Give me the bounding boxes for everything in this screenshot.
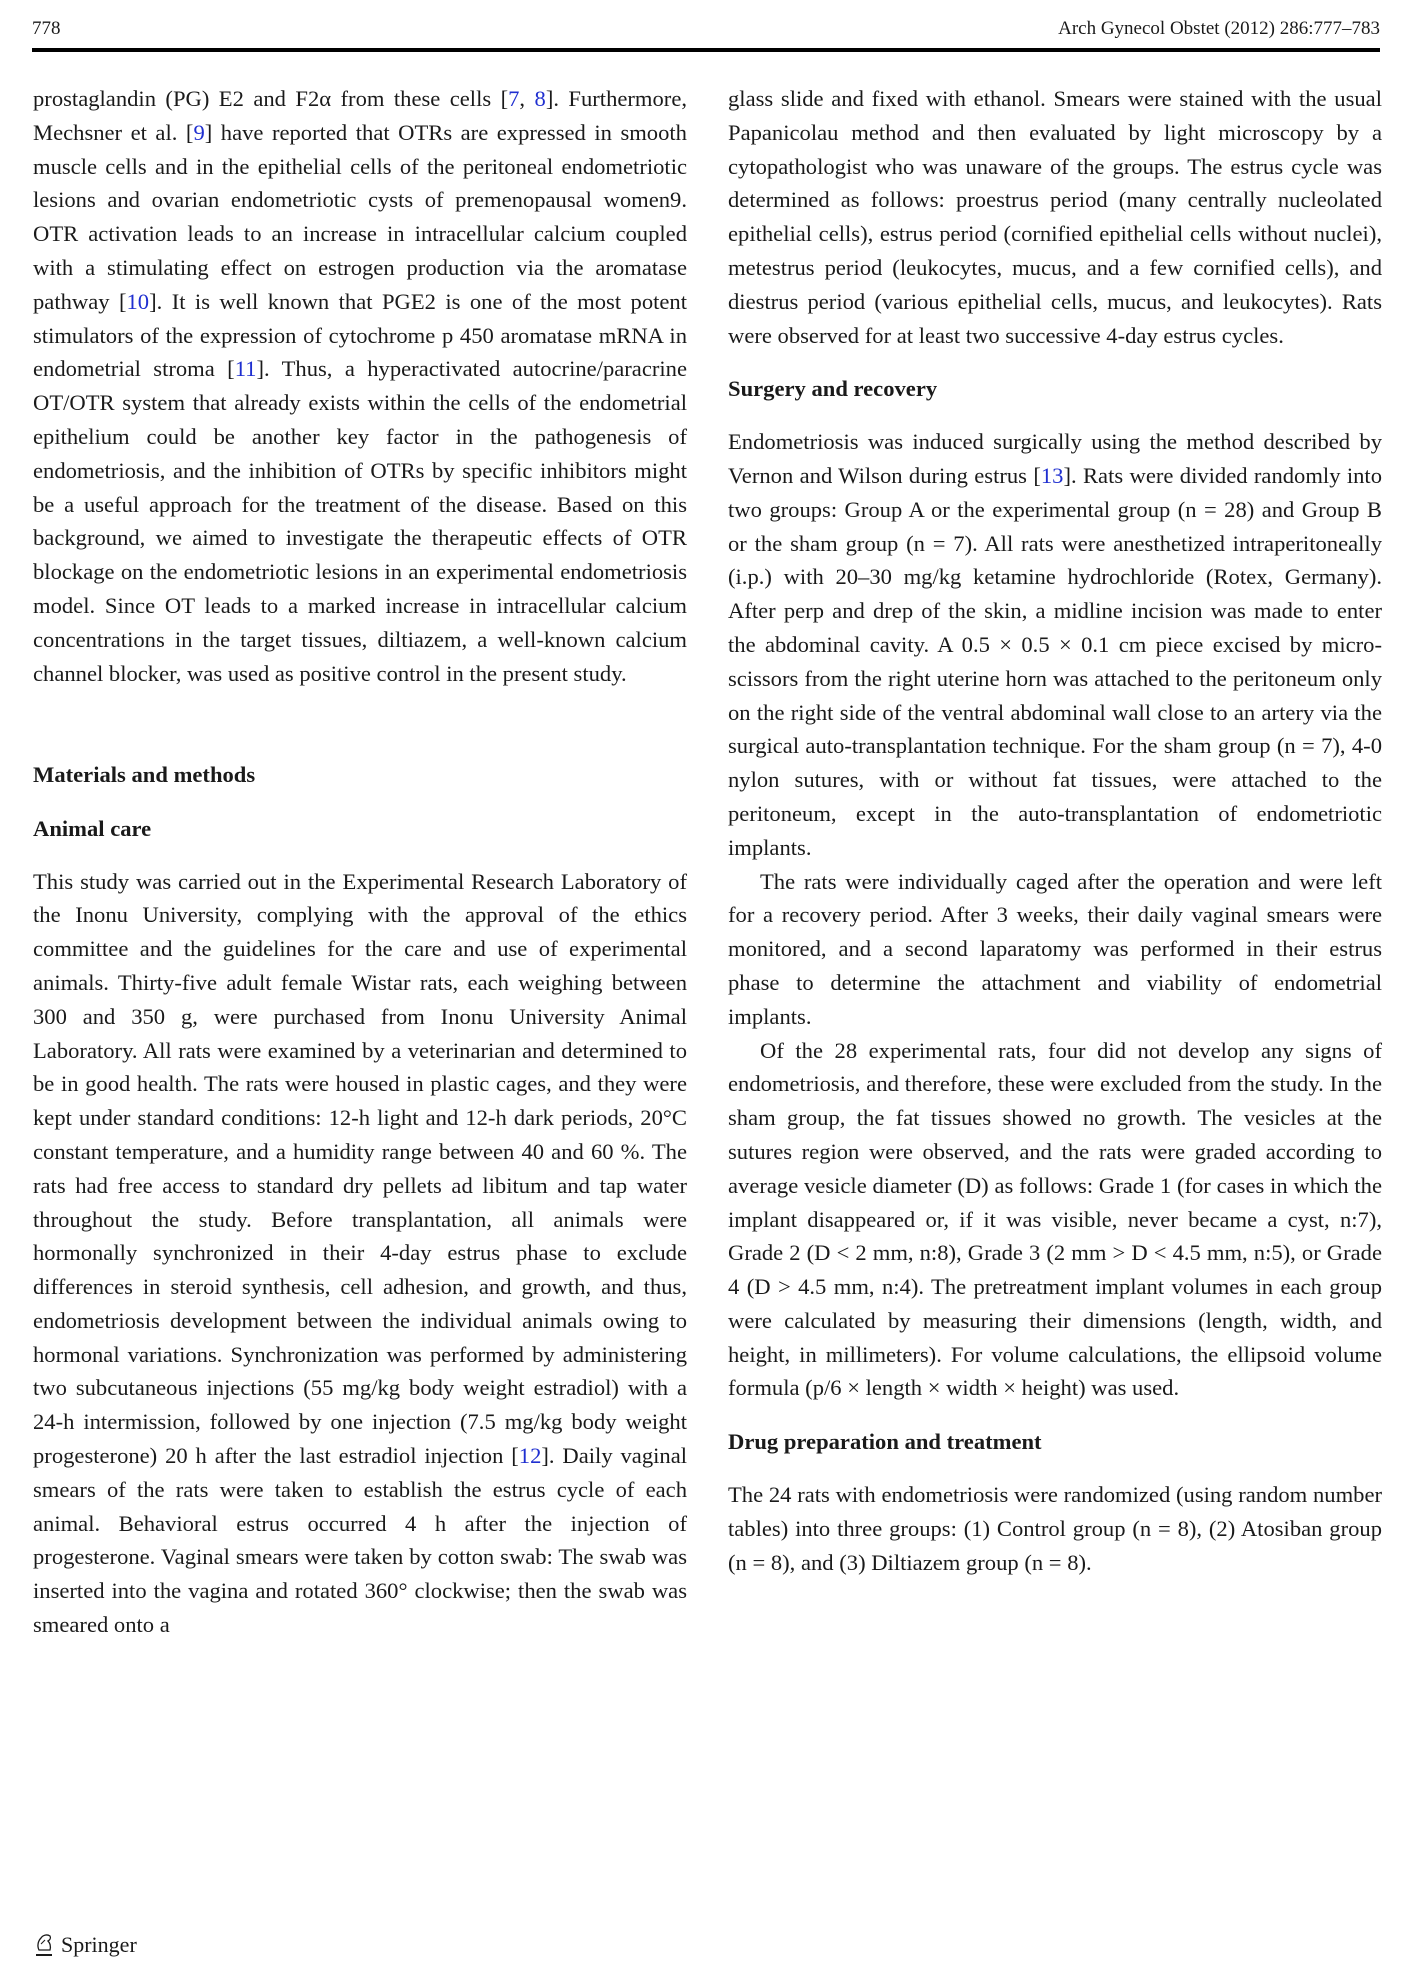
citation-link[interactable]: 13	[1040, 462, 1064, 488]
left-column	[33, 82, 687, 1642]
citation-link[interactable]: 9	[193, 119, 205, 145]
springer-knight-icon	[33, 1932, 55, 1958]
citation-link[interactable]: 7	[508, 86, 520, 111]
section-heading: Materials and methods	[33, 761, 256, 787]
page-number: 778	[32, 18, 61, 39]
subsection-heading: Drug preparation and treatment	[728, 1429, 1042, 1455]
journal-citation: Arch Gynecol Obstet (2012) 286:777–783	[1058, 18, 1380, 39]
citation-link[interactable]: 10	[126, 288, 150, 314]
surgery-paragraph: The rats were individually caged after the operation and were left for a recovery period. After 3 weeks, their daily vaginal smears were monitored, and a second laparatomy was performed in their estrus phase to determine the attachment and viability of endometrial implants.	[728, 868, 1382, 1029]
citation-link[interactable]: 12	[518, 1443, 542, 1469]
subsection-heading: Surgery and recovery	[728, 376, 938, 402]
citation-link[interactable]: 11	[234, 356, 257, 382]
publisher-footer	[33, 1932, 137, 1958]
header-rule	[32, 48, 1380, 52]
surgery-paragraph: Endometriosis was induced surgically using the method described by Vernon and Wilson during estrus [13]. Rats were divided randomly into two groups: Group A or the experimental group (n = 28) and Group B or the sham group (n = 7). All rats were anesthetized intraperitoneally (i.p.) with 20–30 mg/kg ketamine hydrochloride (Rotex, Germany). After perp and drep of the skin, a midline incision was made to enter the abdominal cavity. A 0.5 × 0.5 × 0.1 cm piece excised by micro-scissors from the right uterine horn was attached to the peritoneum only on the right side of the ventral abdominal wall close to an artery via the surgical auto-transplantation technique. For the sham group (n = 7), 4-0 nylon sutures, with or without fat tissues, were attached to the peritoneum, except in the auto-transplantation of endometriotic implants.	[728, 429, 1382, 860]
publisher-name: Springer	[61, 1932, 137, 1957]
animal-care-paragraph: This study was carried out in the Experimental Research Laboratory of the Inonu University, complying with the approval of the ethics committee and the guidelines for the care and use of experimental animals. Thirty-five adult female Wistar rats, each weighing between 300 and 350 g, were purchased from Inonu University Animal Laboratory. All rats were examined by a veterinarian and determined to be in good health. The rats were housed in plastic cages, and they were kept under standard conditions: 12-h light and 12-h dark periods, 20°C constant temperature, and a humidity range between 40 and 60 %. The rats had free access to standard dry pellets ad libitum and tap water throughout the study. Before transplantation, all animals were hormonally synchronized in their 4-day estrus phase to exclude differences in steroid synthesis, cell adhesion, and growth, and thus, endometriosis development between the individual animals owing to hormonal variations. Synchronization was performed by administering two subcutaneous injections (55 mg/kg body weight estradiol) with a 24-h intermission, followed by one injection (7.5 mg/kg body weight progesterone) 20 h after the last estradiol injection [12]. Daily vaginal smears of the rats were taken to establish the estrus cycle of each animal. Behavioral estrus occurred 4 h after the injection of progesterone. Vaginal smears were taken by cotton swab: The swab was inserted into the vagina and rotated 360° clockwise; then the swab was smeared onto a	[33, 868, 687, 1638]
right-column	[728, 82, 1382, 1579]
citation-link[interactable]: 8	[534, 86, 546, 111]
drug-paragraph: The 24 rats with endometriosis were randomized (using random number tables) into three groups: (1) Control group (n = 8), (2) Atosiban group (n = 8), and (3) Diltiazem group (n = 8).	[728, 1482, 1382, 1575]
subsection-heading: Animal care	[33, 815, 152, 841]
continued-paragraph: glass slide and fixed with ethanol. Smears were stained with the usual Papanicolau method and then evaluated by light microscopy by a cytopathologist who was unaware of the groups. The estrus cycle was determined as follows: proestrus period (many centrally nucleolated epithelial cells), estrus period (cornified epithelial cells without nuclei), metestrus period (leukocytes, mucus, and a few cornified cells), and diestrus period (various epithelial cells, mucus, and leukocytes). Rats were observed for at least two successive 4-day estrus cycles.	[728, 86, 1382, 348]
intro-paragraph: prostaglandin (PG) E2 and F2α from these cells [7, 8]. Furthermore, Mechsner et al. [9] have reported that OTRs are expressed in smooth muscle cells and in the epithelial cells of the peritoneal endometriotic lesions and ovarian endometriotic cysts of premenopausal women9. OTR activation leads to an increase in intracellular calcium coupled with a stimulating effect on estrogen production via the aromatase pathway [10]. It is well known that PGE2 is one of the most potent stimulators of the expression of cytochrome p 450 aromatase mRNA in endometrial stroma [11]. Thus, a hyperactivated autocrine/paracrine OT/OTR system that already exists within the cells of the endometrial epithelium could be another key factor in the pathogenesis of endometriosis, and the inhibition of OTRs by specific inhibitors might be a useful approach for the treatment of the disease. Based on this background, we aimed to investigate the therapeutic effects of OTR blockage on the endometriotic lesions in an experimental endometriosis model. Since OT leads to a marked increase in intracellular calcium concentrations in the target tissues, diltiazem, a well-known calcium channel blocker, was used as positive control in the present study.	[33, 86, 688, 686]
surgery-paragraph: Of the 28 experimental rats, four did not develop any signs of endometriosis, and therefore, these were excluded from the study. In the sham group, the fat tissues showed no growth. The vesicles at the sutures region were observed, and the rats were graded according to average vesicle diameter (D) as follows: Grade 1 (for cases in which the implant disappeared or, if it was visible, never became a cyst, n:7), Grade 2 (D < 2 mm, n:8), Grade 3 (2 mm > D < 4.5 mm, n:5), or Grade 4 (D > 4.5 mm, n:4). The pretreatment implant volumes in each group were calculated by measuring their dimensions (length, width, and height, in millimeters). For volume calculations, the ellipsoid volume formula (p/6 × length × width × height) was used.	[728, 1037, 1382, 1401]
